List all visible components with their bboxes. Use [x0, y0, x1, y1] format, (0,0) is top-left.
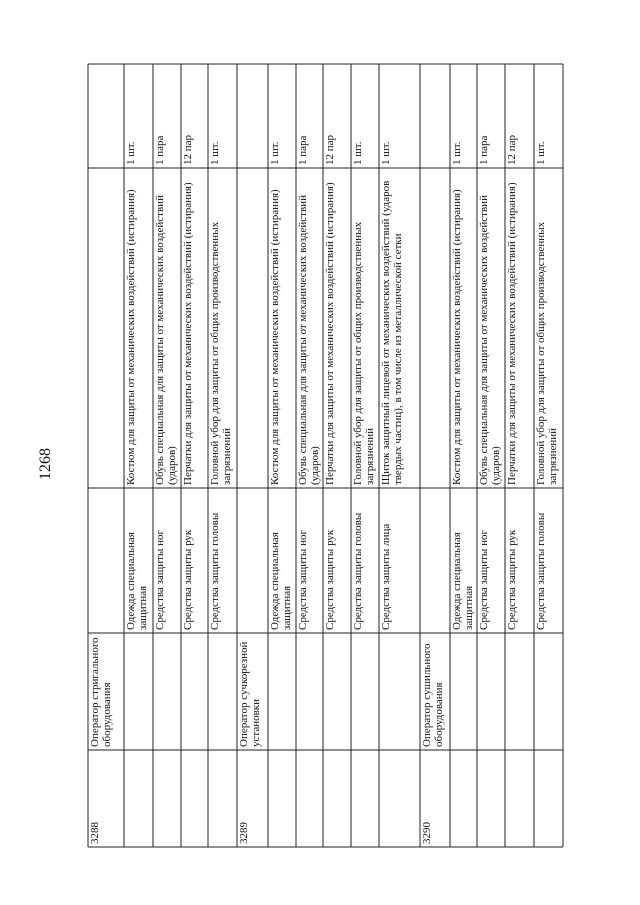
ppe-type-cell-text: Одежда специальная защитная: [269, 532, 293, 630]
ppe-type-cell-text: Одежда специальная защитная: [125, 532, 149, 630]
norm-cell-text: 12 пар: [324, 134, 336, 165]
ppe-description-cell-text: Перчатки для защиты от механических воздействий (истирания): [506, 182, 518, 485]
profession-cell-text: Оператор сучкорезной установки: [238, 641, 262, 747]
norm-cell-text: 1 шт.: [125, 141, 137, 165]
ppe-description-cell-text: Обувь специальная для защиты от механических воздействий (ударов): [154, 195, 178, 485]
ppe-type-cell-text: Средства защиты рук: [324, 529, 336, 630]
ppe-type-cell-text: Средства защиты головы: [535, 512, 547, 630]
ppe-description-cell-text: Головной убор для защиты от общих производственных загрязнений: [352, 221, 376, 485]
ppe-type-cell-text: Средства защиты лица: [380, 523, 392, 630]
ppe-description-cell-text: Щиток защитный лицевой от механических воздействий (ударов твердых частиц), в том числе из металлической сетки: [380, 180, 404, 485]
ppe-description-cell-text: Перчатки для защиты от механических воздействий (истирания): [182, 182, 194, 485]
norm-cell-text: 12 пар: [506, 134, 518, 165]
row-number-cell-text: 3290: [421, 822, 433, 844]
ppe-description-cell-text: Костюм для защиты от механических воздействий (истирания): [451, 189, 463, 485]
ppe-type-cell-text: Средства защиты ног: [297, 530, 309, 630]
norm-cell-text: 1 шт.: [352, 141, 364, 165]
ppe-description-cell-text: Костюм для защиты от механических воздействий (истирания): [269, 189, 281, 485]
ppe-type-cell-text: Средства защиты головы: [352, 512, 364, 630]
ppe-type-cell-text: Одежда специальная защитная: [451, 532, 475, 630]
ppe-description-cell-text: Головной убор для защиты от общих производственных загрязнений: [209, 221, 233, 485]
ppe-description-cell-text: Головной убор для защиты от общих производственных загрязнений: [535, 221, 559, 485]
profession-cell-text: Оператор стригального оборудования: [89, 637, 113, 747]
ppe-type-cell-text: Средства защиты головы: [209, 512, 221, 630]
norm-cell-text: 1 пара: [478, 135, 490, 165]
ppe-description-cell-text: Костюм для защиты от механических воздействий (истирания): [125, 189, 137, 485]
norm-cell-text: 1 шт.: [535, 141, 547, 165]
norm-cell-text: 1 пара: [154, 135, 166, 165]
norm-cell-text: 1 шт.: [209, 141, 221, 165]
page-number: 1268: [37, 448, 54, 480]
norm-cell-text: 1 шт.: [269, 141, 281, 165]
norm-cell-text: 1 шт.: [380, 141, 392, 165]
ppe-type-cell-text: Средства защиты ног: [478, 530, 490, 630]
row-number-cell-text: 3289: [238, 822, 250, 844]
norm-cell-text: 1 шт.: [451, 141, 463, 165]
row-number-cell-text: 3288: [89, 822, 101, 844]
norm-cell-text: 12 пар: [182, 134, 194, 165]
ppe-description-cell-text: Перчатки для защиты от механических воздействий (истирания): [324, 182, 336, 485]
ppe-type-cell-text: Средства защиты ног: [154, 530, 166, 630]
ppe-type-cell-text: Средства защиты рук: [182, 529, 194, 630]
ppe-description-cell-text: Обувь специальная для защиты от механических воздействий (ударов): [297, 195, 321, 485]
ppe-type-cell-text: Средства защиты рук: [506, 529, 518, 630]
norm-cell-text: 1 пара: [297, 135, 309, 165]
profession-cell-text: Оператор сушильного оборудования: [421, 643, 445, 747]
ppe-description-cell-text: Обувь специальная для защиты от механических воздействий (ударов): [478, 195, 502, 485]
